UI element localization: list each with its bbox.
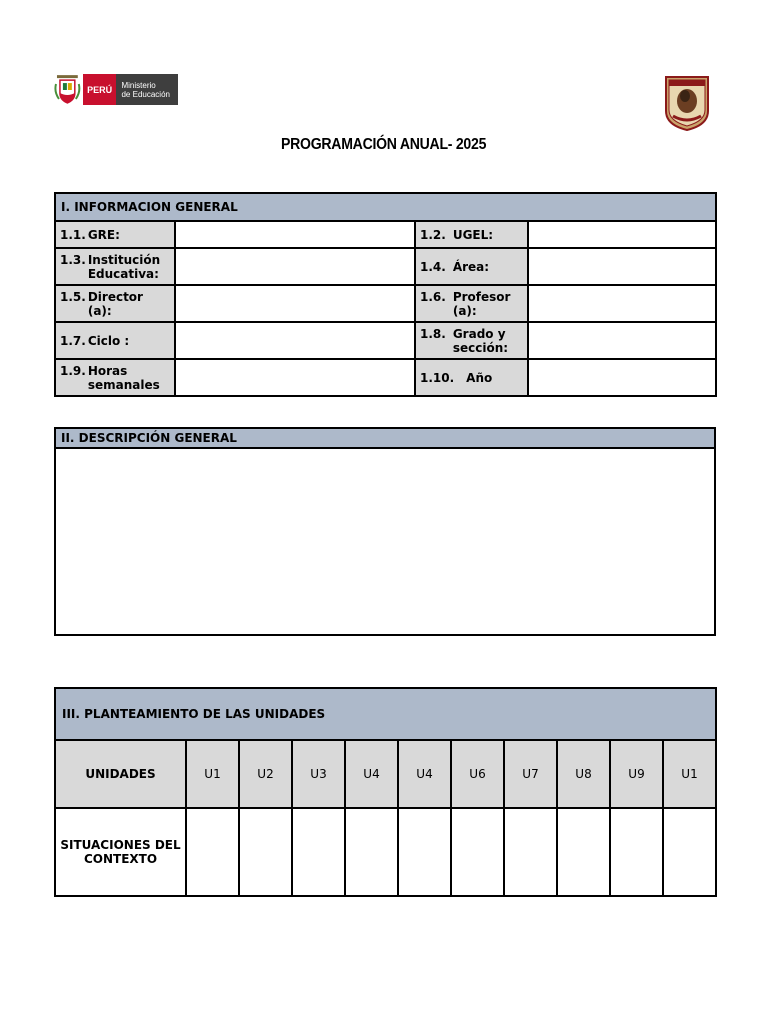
weekly-hours-field[interactable] [175, 359, 415, 396]
unit-cell: U3 [292, 740, 345, 808]
institution-label [55, 248, 175, 285]
field-label: Institución Educativa: [87, 252, 161, 281]
context-cell[interactable] [610, 808, 663, 896]
minedu-logo [54, 73, 178, 106]
context-cell[interactable] [663, 808, 716, 896]
field-number: 1.5. [60, 289, 86, 304]
section-2-title: II. DESCRIPCIÓN GENERAL [56, 429, 714, 449]
director-field[interactable] [175, 285, 415, 322]
school-crest-icon [664, 74, 710, 131]
unit-cell: U7 [504, 740, 557, 808]
field-label: Ciclo : [87, 333, 130, 348]
context-cell[interactable] [292, 808, 345, 896]
cycle-field[interactable] [175, 322, 415, 359]
field-number: 1.8. [420, 326, 446, 341]
ugel-label [415, 221, 528, 248]
cycle-label [55, 322, 175, 359]
grade-section-field[interactable] [528, 322, 716, 359]
year-label [415, 359, 528, 396]
unit-cell: U2 [239, 740, 292, 808]
unit-cell: U9 [610, 740, 663, 808]
table-row [55, 322, 716, 359]
field-number: 1.10. [420, 370, 455, 385]
document-title [0, 136, 768, 154]
table-row [55, 221, 716, 248]
table-row [55, 285, 716, 322]
gre-label [55, 221, 175, 248]
field-label: Profesor (a): [452, 289, 511, 318]
section-3-title: III. PLANTEAMIENTO DE LAS UNIDADES [55, 688, 716, 740]
ministry-line2: de Educación [121, 89, 170, 99]
field-label: Director (a): [87, 289, 143, 318]
context-cell[interactable] [398, 808, 451, 896]
context-cell[interactable] [239, 808, 292, 896]
field-number: 1.1. [60, 227, 86, 242]
field-label: Año [466, 370, 493, 385]
ministry-line1: Ministerio [121, 80, 156, 90]
section-1-title: I. INFORMACION GENERAL [55, 193, 716, 221]
year-field[interactable] [528, 359, 716, 396]
grade-section-label [415, 322, 528, 359]
context-cell[interactable] [345, 808, 398, 896]
general-info-table [54, 192, 717, 397]
director-label [55, 285, 175, 322]
teacher-label [415, 285, 528, 322]
unit-cell: U6 [451, 740, 504, 808]
field-label: GRE: [87, 227, 120, 242]
ministry-label [116, 74, 178, 105]
institution-field[interactable] [175, 248, 415, 285]
field-label: UGEL: [452, 227, 494, 242]
context-cell[interactable] [451, 808, 504, 896]
area-field[interactable] [528, 248, 716, 285]
area-label [415, 248, 528, 285]
field-number: 1.4. [420, 259, 446, 274]
general-description-field[interactable] [56, 449, 714, 634]
table-row [55, 808, 716, 896]
peru-label: PERÚ [83, 74, 117, 105]
peru-coat-of-arms-icon [54, 75, 81, 105]
context-cell[interactable] [557, 808, 610, 896]
unit-cell: U1 [663, 740, 716, 808]
field-number: 1.3. [60, 252, 86, 267]
unit-cell: U8 [557, 740, 610, 808]
unit-cell: U1 [186, 740, 239, 808]
table-row [55, 248, 716, 285]
field-label: Horas semanales [87, 363, 160, 392]
field-number: 1.2. [420, 227, 446, 242]
table-row [55, 359, 716, 396]
unit-cell: U4 [345, 740, 398, 808]
general-description-section [54, 427, 716, 636]
units-table [54, 687, 717, 897]
weekly-hours-label [55, 359, 175, 396]
context-cell[interactable] [186, 808, 239, 896]
context-cell[interactable] [504, 808, 557, 896]
ugel-field[interactable] [528, 221, 716, 248]
field-label: Grado y sección: [452, 326, 509, 355]
field-number: 1.6. [420, 289, 446, 304]
field-label: Área: [452, 259, 490, 274]
units-header: UNIDADES [55, 740, 186, 808]
field-number: 1.7. [60, 333, 86, 348]
table-row [55, 740, 716, 808]
field-number: 1.9. [60, 363, 86, 378]
context-situations-label: SITUACIONES DEL CONTEXTO [55, 808, 186, 896]
gre-field[interactable] [175, 221, 415, 248]
unit-cell: U4 [398, 740, 451, 808]
document-title-text: PROGRAMACIÓN ANUAL- 2025 [281, 136, 487, 153]
teacher-field[interactable] [528, 285, 716, 322]
